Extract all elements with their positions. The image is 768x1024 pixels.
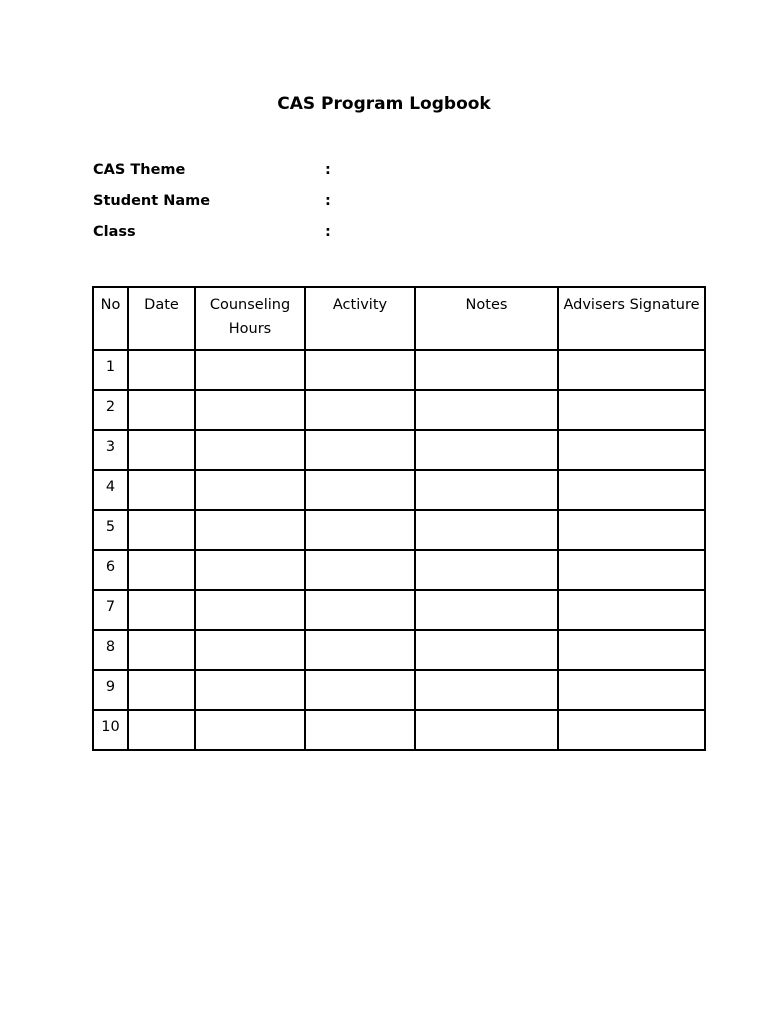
cell-date [128,710,195,750]
table-row [93,430,705,470]
cell-counseling-hours [195,430,305,470]
cell-counseling-hours [195,710,305,750]
cell-counseling-hours [195,630,305,670]
cell-activity [305,590,415,630]
cell-date [128,350,195,390]
field-label-cas-theme: CAS Theme [93,162,186,178]
cell-counseling-hours [195,350,305,390]
row-number: 3 [93,430,128,470]
page-title: CAS Program Logbook [277,94,491,114]
cell-advisers-signature [558,350,705,390]
cell-notes [415,350,558,390]
cell-counseling-hours [195,390,305,430]
column-header-counseling-hours: Counseling Hours [195,287,305,350]
cell-advisers-signature [558,510,705,550]
table-header-row [93,287,705,350]
cell-notes [415,710,558,750]
row-number: 1 [93,350,128,390]
cell-advisers-signature [558,590,705,630]
row-number: 4 [93,470,128,510]
cell-counseling-hours [195,470,305,510]
cell-notes [415,470,558,510]
column-header-activity: Activity [305,287,415,350]
cell-date [128,630,195,670]
cell-activity [305,510,415,550]
table-row [93,710,705,750]
cell-notes [415,430,558,470]
column-header-advisers-signature: Advisers Signature [558,287,705,350]
cell-activity [305,390,415,430]
row-number: 10 [93,710,128,750]
cell-date [128,390,195,430]
table-row [93,550,705,590]
cell-notes [415,590,558,630]
cell-notes [415,390,558,430]
column-header-notes: Notes [415,287,558,350]
cell-date [128,550,195,590]
cell-activity [305,710,415,750]
row-number: 7 [93,590,128,630]
cell-counseling-hours [195,510,305,550]
field-separator-student-name: : [325,193,331,209]
cell-activity [305,350,415,390]
table-row [93,350,705,390]
row-number: 8 [93,630,128,670]
field-separator-class: : [325,224,331,240]
cell-advisers-signature [558,710,705,750]
cell-counseling-hours [195,550,305,590]
cell-date [128,590,195,630]
cell-activity [305,430,415,470]
cell-advisers-signature [558,390,705,430]
cell-advisers-signature [558,670,705,710]
row-number: 5 [93,510,128,550]
cell-date [128,510,195,550]
field-label-class: Class [93,224,136,240]
cell-activity [305,470,415,510]
cell-notes [415,510,558,550]
field-separator-cas-theme: : [325,162,331,178]
cell-date [128,470,195,510]
cell-advisers-signature [558,470,705,510]
column-header-date: Date [128,287,195,350]
cell-date [128,670,195,710]
table-row [93,630,705,670]
cell-activity [305,630,415,670]
cell-activity [305,670,415,710]
table-row [93,390,705,430]
row-number: 6 [93,550,128,590]
row-number: 2 [93,390,128,430]
cell-notes [415,670,558,710]
cell-notes [415,550,558,590]
table-row [93,590,705,630]
row-number: 9 [93,670,128,710]
field-label-student-name: Student Name [93,193,211,209]
cell-advisers-signature [558,430,705,470]
column-header-no: No [93,287,128,350]
cell-advisers-signature [558,630,705,670]
table-row [93,510,705,550]
cell-counseling-hours [195,590,305,630]
cell-notes [415,630,558,670]
cell-counseling-hours [195,670,305,710]
table-row [93,670,705,710]
cell-activity [305,550,415,590]
cell-date [128,430,195,470]
cell-advisers-signature [558,550,705,590]
logbook-table [92,286,706,751]
table-row [93,470,705,510]
